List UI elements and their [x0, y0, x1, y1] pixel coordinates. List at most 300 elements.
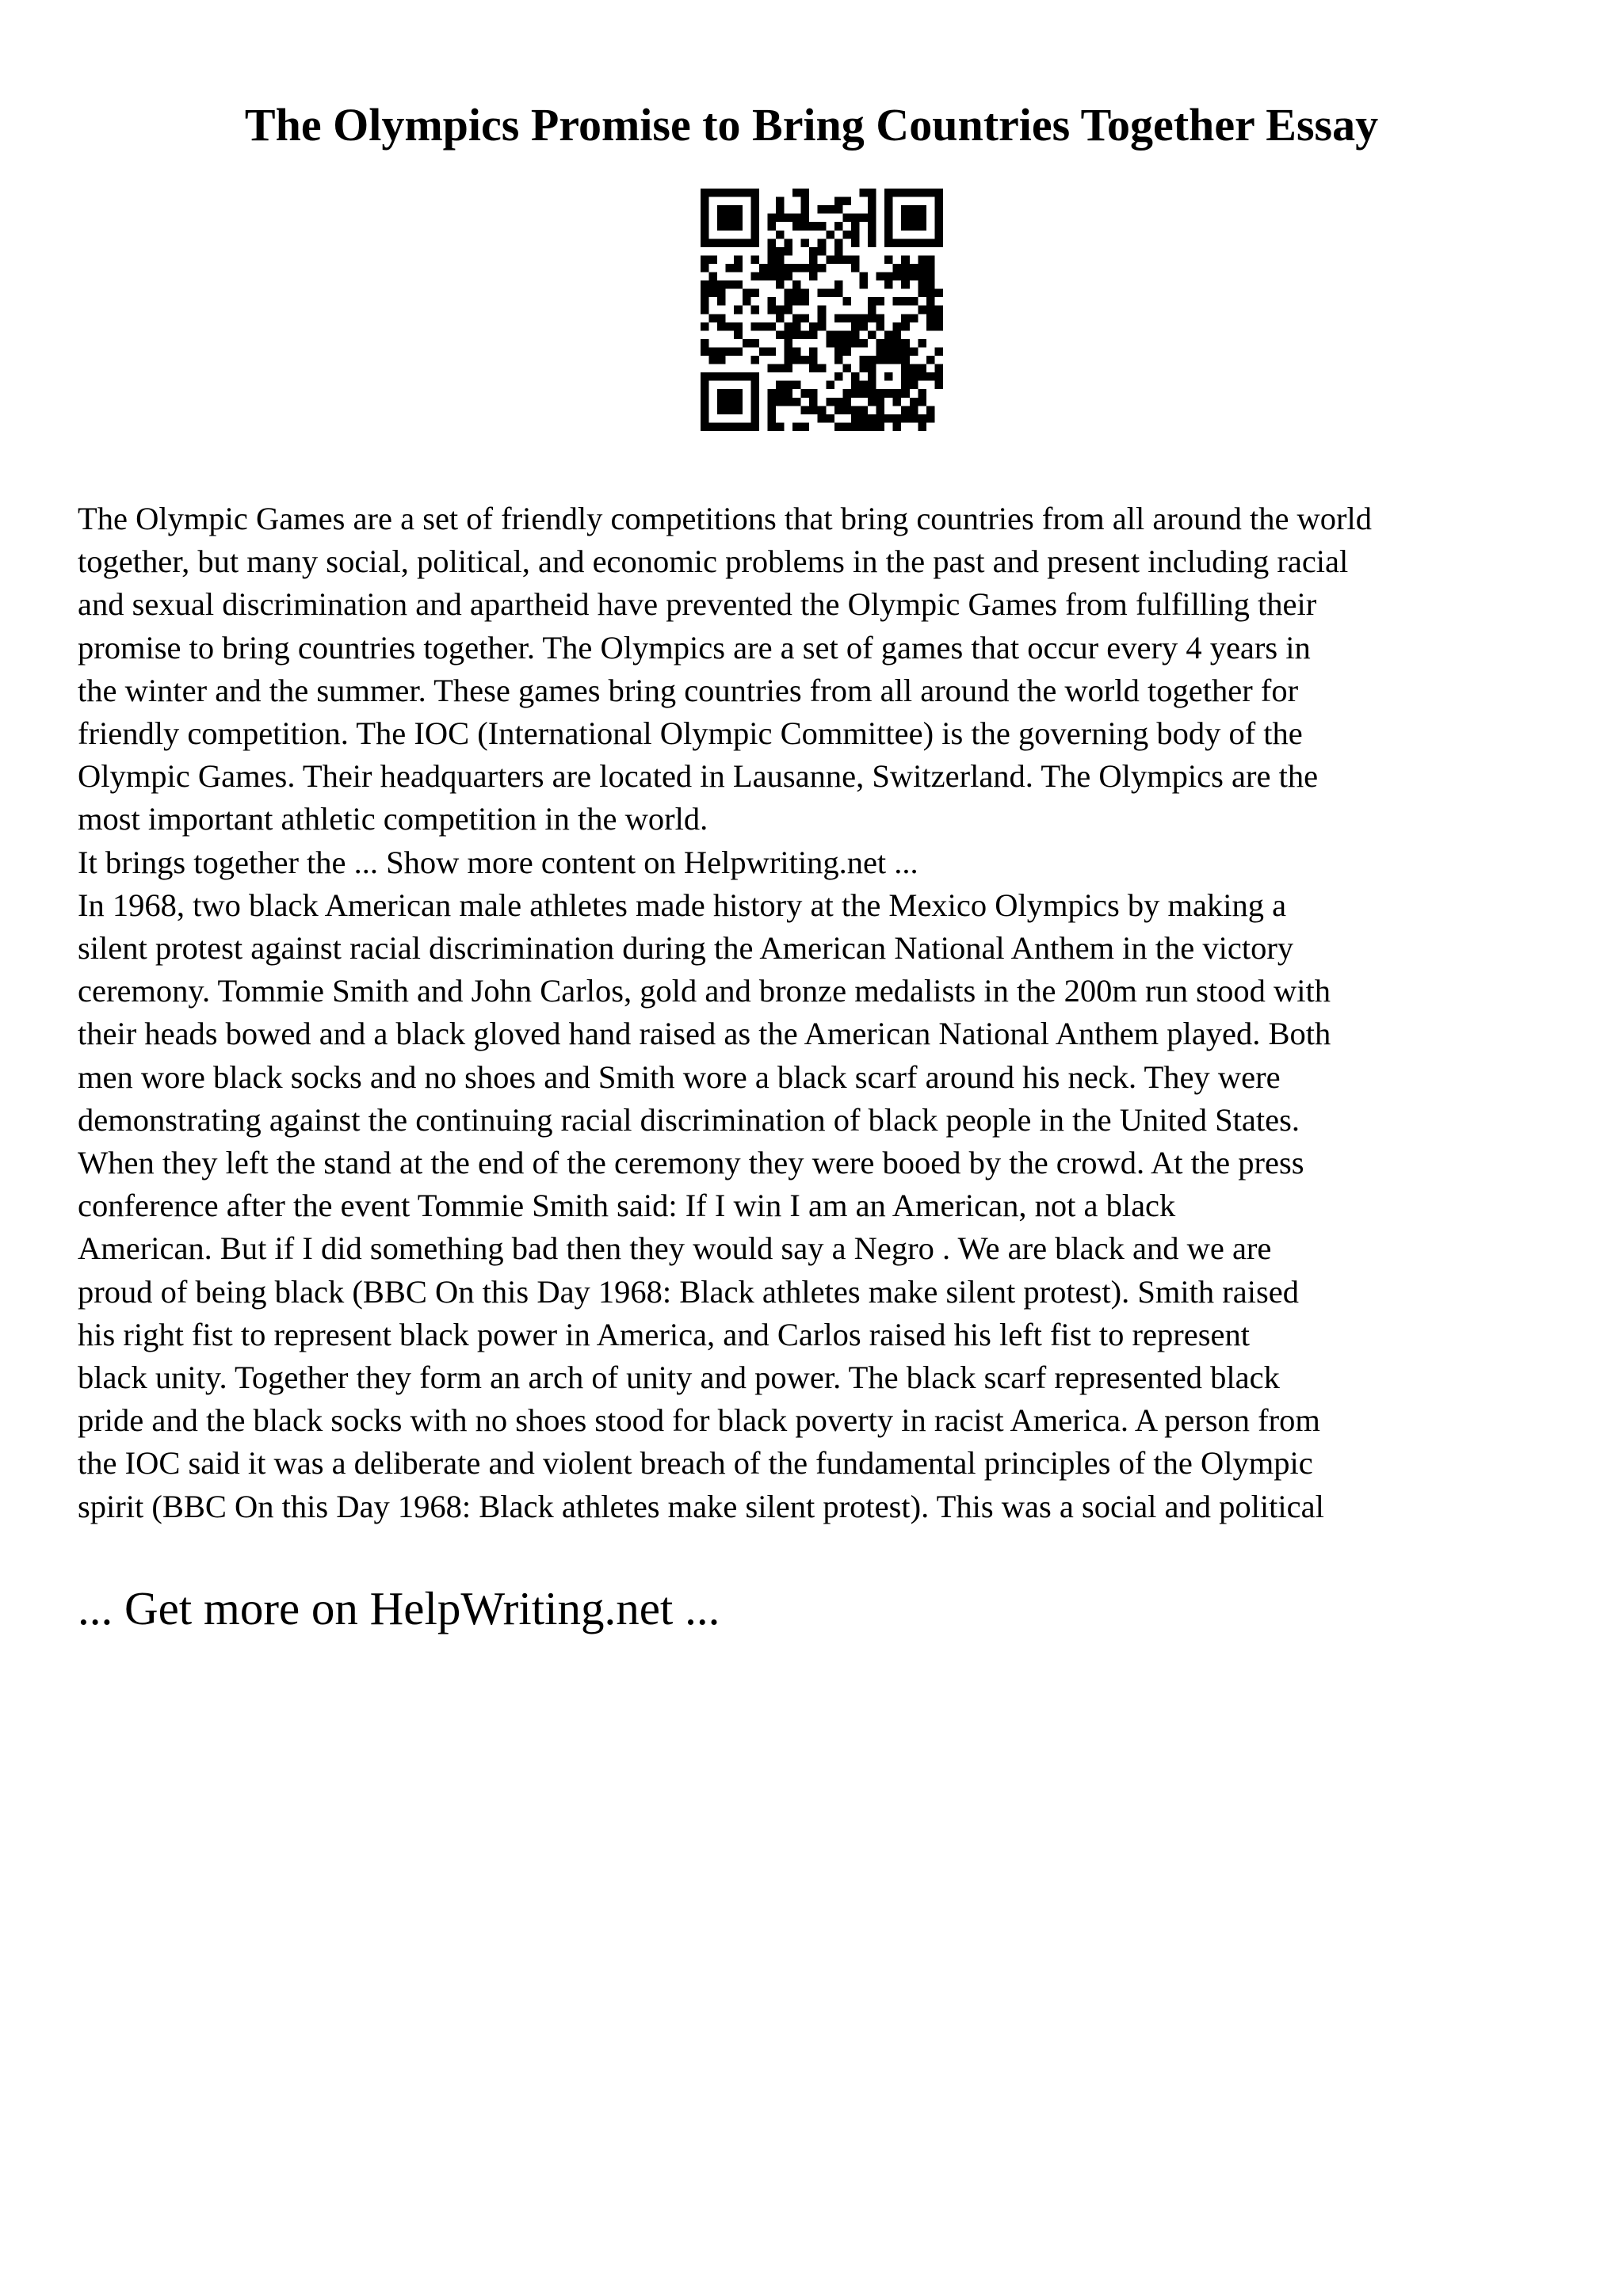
qr-module [910, 264, 918, 273]
qr-module [809, 389, 818, 398]
qr-module [709, 273, 718, 281]
qr-module [809, 347, 818, 356]
qr-module [851, 231, 860, 239]
qr-module [801, 406, 810, 414]
qr-module [926, 414, 935, 423]
qr-module [934, 322, 943, 331]
qr-module [701, 238, 709, 247]
qr-module [785, 289, 793, 298]
qr-module [893, 389, 902, 398]
page-title: The Olympics Promise to Bring Countries Together Essay [244, 99, 1379, 151]
qr-module [776, 306, 785, 315]
qr-module [834, 205, 843, 214]
qr-module [709, 189, 718, 197]
qr-module [884, 339, 893, 348]
qr-module [743, 238, 751, 247]
qr-module [901, 406, 910, 414]
essay-line: black unity. Together they form an arch of unity and power. The black scarf represented black [78, 1360, 1280, 1396]
qr-module [884, 238, 893, 247]
qr-module [901, 372, 910, 381]
qr-module [759, 322, 768, 331]
qr-module [826, 339, 834, 348]
qr-module [734, 189, 743, 197]
qr-module [910, 297, 918, 306]
qr-module [717, 406, 726, 414]
qr-module [709, 356, 718, 364]
qr-module [934, 381, 943, 390]
qr-module [776, 314, 785, 322]
qr-module [809, 322, 818, 331]
qr-module [826, 414, 834, 423]
qr-module [826, 289, 834, 298]
qr-module [734, 398, 743, 406]
qr-module [910, 414, 918, 423]
qr-module [767, 322, 776, 331]
qr-module [918, 389, 926, 398]
qr-module [818, 314, 827, 322]
qr-module [934, 238, 943, 247]
qr-module [776, 330, 785, 339]
qr-module [767, 422, 776, 431]
qr-module [801, 289, 810, 298]
qr-module [868, 414, 876, 423]
qr-module [918, 273, 926, 281]
qr-module [918, 264, 926, 273]
qr-module [918, 222, 926, 231]
qr-module [876, 314, 885, 322]
qr-module [717, 289, 726, 298]
qr-module [851, 322, 860, 331]
qr-module [834, 347, 843, 356]
qr-module [785, 273, 793, 281]
qr-module [701, 306, 709, 315]
qr-module [801, 197, 810, 206]
qr-module [701, 297, 709, 306]
qr-module [785, 247, 793, 256]
qr-module [759, 273, 768, 281]
qr-module [910, 189, 918, 197]
qr-module [734, 322, 743, 331]
qr-module [842, 297, 851, 306]
qr-module [851, 238, 860, 247]
show-more-line[interactable]: It brings together the ... Show more content on Helpwriting.net ... [78, 844, 918, 880]
qr-module [709, 289, 718, 298]
qr-module [709, 314, 718, 322]
qr-module [785, 347, 793, 356]
qr-module [859, 273, 868, 281]
qr-module [918, 398, 926, 406]
qr-module [776, 280, 785, 289]
qr-module [851, 264, 860, 273]
qr-module [834, 238, 843, 247]
qr-module [884, 389, 893, 398]
qr-module [926, 322, 935, 331]
qr-module [918, 189, 926, 197]
qr-module [726, 389, 735, 398]
qr-module [709, 372, 718, 381]
qr-module [750, 197, 759, 206]
qr-module [859, 339, 868, 348]
qr-module [734, 406, 743, 414]
qr-module [776, 381, 785, 390]
qr-module [717, 238, 726, 247]
qr-module [918, 364, 926, 373]
qr-module [834, 255, 843, 264]
qr-module [809, 222, 818, 231]
qr-module [842, 398, 851, 406]
qr-module [834, 339, 843, 348]
essay-line: In 1968, two black American male athletes made history at the Mexico Olympics by making a [78, 887, 1287, 923]
qr-module [726, 347, 735, 356]
qr-module [884, 356, 893, 364]
qr-module [818, 406, 827, 414]
qr-module [884, 205, 893, 214]
qr-module [776, 364, 785, 373]
qr-module [901, 255, 910, 264]
qr-module [701, 422, 709, 431]
qr-module [701, 398, 709, 406]
qr-module [767, 264, 776, 273]
qr-module [701, 189, 709, 197]
qr-module [876, 339, 885, 348]
qr-module [734, 347, 743, 356]
qr-module [876, 347, 885, 356]
qr-module [717, 214, 726, 223]
qr-module [834, 422, 843, 431]
qr-module [868, 222, 876, 231]
qr-module [910, 347, 918, 356]
qr-module [918, 255, 926, 264]
qr-module [792, 297, 801, 306]
qr-module [884, 280, 893, 289]
qr-module [801, 389, 810, 398]
qr-module [701, 406, 709, 414]
qr-module [801, 189, 810, 197]
essay-line: most important athletic competition in the world. [78, 801, 708, 837]
qr-module [726, 205, 735, 214]
essay-line: Olympic Games. Their headquarters are located in Lausanne, Switzerland. The Olympics are the [78, 758, 1319, 795]
qr-module [859, 356, 868, 364]
qr-module [834, 289, 843, 298]
qr-module [750, 398, 759, 406]
qr-module [910, 222, 918, 231]
qr-module [876, 297, 885, 306]
qr-module [834, 314, 843, 322]
qr-module [776, 264, 785, 273]
qr-module [901, 264, 910, 273]
qr-module [851, 372, 860, 381]
qr-module [801, 238, 810, 247]
essay-line: proud of being black (BBC On this Day 1968: Black athletes make silent protest). Smith raised [78, 1273, 1299, 1310]
qr-module [701, 389, 709, 398]
qr-module [776, 422, 785, 431]
qr-module [750, 222, 759, 231]
qr-module [910, 406, 918, 414]
qr-module [901, 189, 910, 197]
essay-line: The Olympic Games are a set of friendly competitions that bring countries from all around the world [78, 501, 1373, 536]
qr-module [726, 214, 735, 223]
essay-line: and sexual discrimination and apartheid have prevented the Olympic Games from fulfilling their [78, 586, 1317, 623]
essay-line: his right fist to represent black power in America, and Carlos raised his left fist to represent [78, 1316, 1250, 1352]
qr-module [750, 422, 759, 431]
qr-module [785, 322, 793, 331]
qr-module [934, 214, 943, 223]
qr-module [876, 422, 885, 431]
qr-module [876, 389, 885, 398]
qr-module [734, 330, 743, 339]
qr-module [884, 414, 893, 423]
qr-module [767, 414, 776, 423]
qr-module [767, 222, 776, 231]
qr-module [792, 422, 801, 431]
qr-module [826, 205, 834, 214]
qr-module [934, 189, 943, 197]
qr-module [901, 347, 910, 356]
qr-module [934, 347, 943, 356]
qr-module [701, 280, 709, 289]
essay-line: demonstrating against the continuing racial discrimination of black people in the United States. [78, 1101, 1300, 1138]
qr-module [776, 231, 785, 239]
qr-module [868, 214, 876, 223]
qr-module [884, 189, 893, 197]
qr-module [709, 347, 718, 356]
qr-module [868, 314, 876, 322]
qr-module [910, 364, 918, 373]
qr-module [901, 381, 910, 390]
qr-module [734, 280, 743, 289]
qr-module [776, 398, 785, 406]
qr-module [750, 289, 759, 298]
qr-module [901, 297, 910, 306]
qr-module [910, 273, 918, 281]
qr-module [901, 222, 910, 231]
qr-module [776, 273, 785, 281]
qr-module [785, 398, 793, 406]
qr-module [901, 339, 910, 348]
essay-line: pride and the black socks with no shoes stood for black poverty in racist America. A person from [78, 1402, 1320, 1439]
qr-module [743, 297, 751, 306]
qr-module [893, 189, 902, 197]
qr-module [726, 372, 735, 381]
qr-module [801, 205, 810, 214]
qr-module [884, 372, 893, 381]
qr-module [750, 189, 759, 197]
qr-module [809, 406, 818, 414]
qr-module [851, 214, 860, 223]
qr-module [868, 197, 876, 206]
qr-module [726, 398, 735, 406]
qr-module [934, 231, 943, 239]
qr-module [701, 222, 709, 231]
qr-module [717, 297, 726, 306]
qr-module [709, 280, 718, 289]
qr-module [876, 414, 885, 423]
qr-module [934, 197, 943, 206]
qr-module [926, 406, 935, 414]
qr-module [901, 273, 910, 281]
qr-module [801, 422, 810, 431]
qr-module [785, 389, 793, 398]
qr-module [785, 297, 793, 306]
qr-module [868, 306, 876, 315]
qr-module [884, 197, 893, 206]
qr-module [809, 255, 818, 264]
qr-module [785, 306, 793, 315]
qr-module [818, 322, 827, 331]
qr-module [842, 389, 851, 398]
qr-module [893, 422, 902, 431]
qr-module [734, 372, 743, 381]
qr-module [876, 322, 885, 331]
qr-module [842, 231, 851, 239]
qr-module [734, 238, 743, 247]
qr-module [717, 347, 726, 356]
qr-module [926, 189, 935, 197]
qr-module [717, 222, 726, 231]
qr-module [868, 398, 876, 406]
qr-module [834, 330, 843, 339]
qr-module [868, 205, 876, 214]
qr-module [743, 189, 751, 197]
essay-line: friendly competition. The IOC (International Olympic Committee) is the governing body of the [78, 715, 1303, 752]
qr-module [734, 306, 743, 315]
qr-module [893, 297, 902, 306]
qr-module [842, 364, 851, 373]
qr-module [701, 231, 709, 239]
qr-module [792, 264, 801, 273]
qr-module [859, 314, 868, 322]
qr-module [818, 222, 827, 231]
qr-module [851, 339, 860, 348]
qr-module [767, 247, 776, 256]
qr-module [785, 364, 793, 373]
qr-module [926, 297, 935, 306]
get-more-link[interactable]: ... Get more on HelpWriting.net ... [78, 1582, 720, 1634]
qr-module [868, 381, 876, 390]
essay-line: the IOC said it was a deliberate and violent breach of the fundamental principles of the Olympic [78, 1445, 1313, 1482]
qr-module [750, 372, 759, 381]
qr-module [759, 264, 768, 273]
qr-module [918, 306, 926, 315]
qr-module [734, 264, 743, 273]
qr-module [826, 231, 834, 239]
qr-module [750, 238, 759, 247]
qr-module [842, 214, 851, 223]
qr-module [842, 406, 851, 414]
qr-module [851, 330, 860, 339]
qr-module [776, 205, 785, 214]
qr-module [934, 222, 943, 231]
qr-module [918, 339, 926, 348]
qr-module [884, 273, 893, 281]
qr-module [851, 381, 860, 390]
qr-module [750, 414, 759, 423]
qr-module [851, 422, 860, 431]
qr-module [734, 422, 743, 431]
qr-module [701, 205, 709, 214]
qr-module [785, 330, 793, 339]
qr-module [726, 406, 735, 414]
qr-module [792, 214, 801, 223]
qr-module [842, 255, 851, 264]
qr-module [785, 339, 793, 348]
qr-module [893, 339, 902, 348]
qr-module [750, 389, 759, 398]
qr-module [834, 222, 843, 231]
qr-module [901, 280, 910, 289]
qr-module [910, 381, 918, 390]
qr-module [785, 214, 793, 223]
qr-module [851, 255, 860, 264]
qr-module [859, 214, 868, 223]
essay-line: American. But if I did something bad then they would say a Negro . We are black and we are [78, 1230, 1272, 1267]
qr-module [826, 381, 834, 390]
qr-module [926, 356, 935, 364]
qr-module [884, 347, 893, 356]
qr-module [734, 255, 743, 264]
qr-module [918, 372, 926, 381]
qr-module [859, 414, 868, 423]
qr-code-graphic [701, 189, 943, 431]
qr-module [918, 214, 926, 223]
qr-module [750, 339, 759, 348]
qr-module [743, 372, 751, 381]
qr-module [776, 255, 785, 264]
qr-module [893, 398, 902, 406]
qr-code-icon [701, 189, 943, 431]
qr-module [859, 322, 868, 331]
qr-module [934, 314, 943, 322]
qr-module [726, 238, 735, 247]
qr-module [801, 264, 810, 273]
qr-module [717, 314, 726, 322]
qr-module [818, 238, 827, 247]
qr-module [750, 381, 759, 390]
qr-module [910, 314, 918, 322]
essay-line: promise to bring countries together. The Olympics are a set of games that occur every 4 years in [78, 629, 1311, 666]
qr-module [926, 264, 935, 273]
qr-module [726, 222, 735, 231]
essay-line: When they left the stand at the end of the ceremony they were booed by the crowd. At the press [78, 1145, 1304, 1181]
qr-module [785, 264, 793, 273]
qr-module [859, 389, 868, 398]
qr-module [818, 247, 827, 256]
qr-module [893, 356, 902, 364]
essay-line: conference after the event Tommie Smith said: If I win I am an American, not a black [78, 1188, 1176, 1224]
qr-module [826, 330, 834, 339]
qr-module [701, 255, 709, 264]
qr-module [792, 347, 801, 356]
qr-module [876, 398, 885, 406]
qr-module [792, 398, 801, 406]
qr-module [709, 238, 718, 247]
qr-module [834, 280, 843, 289]
qr-module [701, 381, 709, 390]
qr-module [818, 306, 827, 315]
qr-module [767, 364, 776, 373]
qr-module [893, 264, 902, 273]
qr-module [717, 280, 726, 289]
qr-module [910, 205, 918, 214]
qr-module [801, 214, 810, 223]
qr-module [901, 364, 910, 373]
qr-module [934, 289, 943, 298]
qr-module [767, 238, 776, 247]
qr-module [734, 389, 743, 398]
qr-module [767, 297, 776, 306]
qr-module [901, 238, 910, 247]
qr-module [834, 406, 843, 414]
